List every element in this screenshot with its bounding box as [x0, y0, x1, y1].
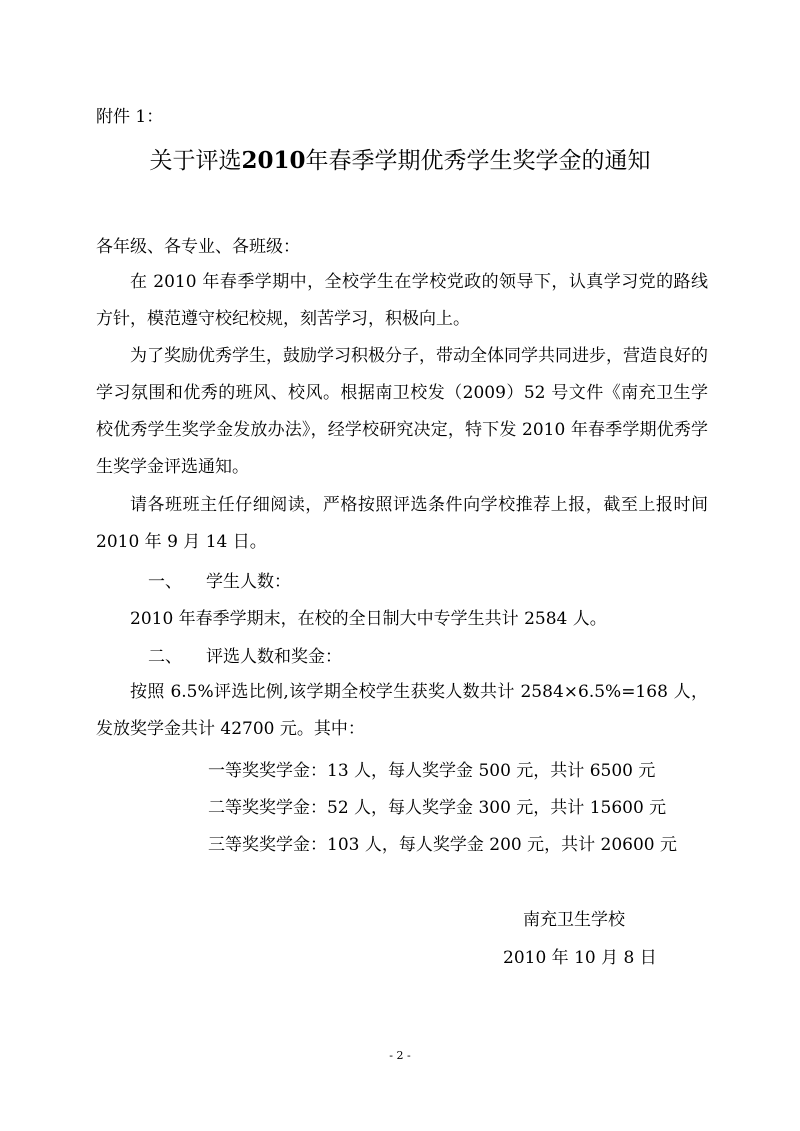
signature-school: 南充卫生学校: [523, 910, 625, 930]
paragraph-intro: 在 2010 年春季学期中，全校学生在学校党政的领导下，认真学习党的路线方针，模范遵守校纪校规，刻苦学习，积极向上。: [96, 272, 708, 329]
page-number: - 2 -: [389, 1049, 411, 1062]
section-number: 二、: [148, 647, 182, 667]
attachment-label: 附件 1：: [96, 107, 164, 127]
section-text-student-count: 2010 年春季学期末，在校的全日制大中专学生共计 2584 人。: [130, 609, 607, 629]
paragraph-purpose: 为了奖励优秀学生，鼓励学习积极分子，带动全体同学共同进步，营造良好的学习氛围和优秀的班风、校风。根据南卫校发（2009）52 号文件《南充卫生学校优秀学生奖学金发放办法》，经学校研究决定，特下发 2010 年春季学期优秀学生奖学金评选通知。: [96, 346, 708, 477]
prize-first: 一等奖奖学金：13 人，每人奖学金 500 元，共计 6500 元: [208, 761, 656, 781]
section-heading-selection: [148, 647, 342, 667]
section-heading-text: 评选人数和奖金：: [206, 647, 342, 667]
section-heading-text: 学生人数：: [206, 572, 291, 592]
salutation: 各年级、各专业、各班级：: [96, 237, 300, 257]
paragraph-instruction: 请各班班主任仔细阅读，严格按照评选条件向学校推荐上报，截至上报时间 2010 年 9 月 14 日。: [96, 495, 708, 552]
section-heading-student-count: [148, 572, 291, 592]
title-year: 2010: [241, 147, 306, 174]
section-text-selection: 按照 6.5%评选比例,该学期全校学生获奖人数共计 2584×6.5%=168 人，发放奖学金共计 42700 元。其中：: [96, 682, 708, 739]
title-suffix: 年春季学期优秀学生奖学金的通知: [305, 148, 651, 174]
signature-date: 2010 年 10 月 8 日: [503, 948, 657, 968]
prize-third: 三等奖奖学金：103 人，每人奖学金 200 元，共计 20600 元: [208, 835, 677, 855]
document-title: [0, 147, 800, 175]
prize-second: 二等奖奖学金：52 人，每人奖学金 300 元，共计 15600 元: [208, 798, 667, 818]
section-number: 一、: [148, 572, 182, 592]
title-prefix: 关于评选: [149, 148, 242, 174]
